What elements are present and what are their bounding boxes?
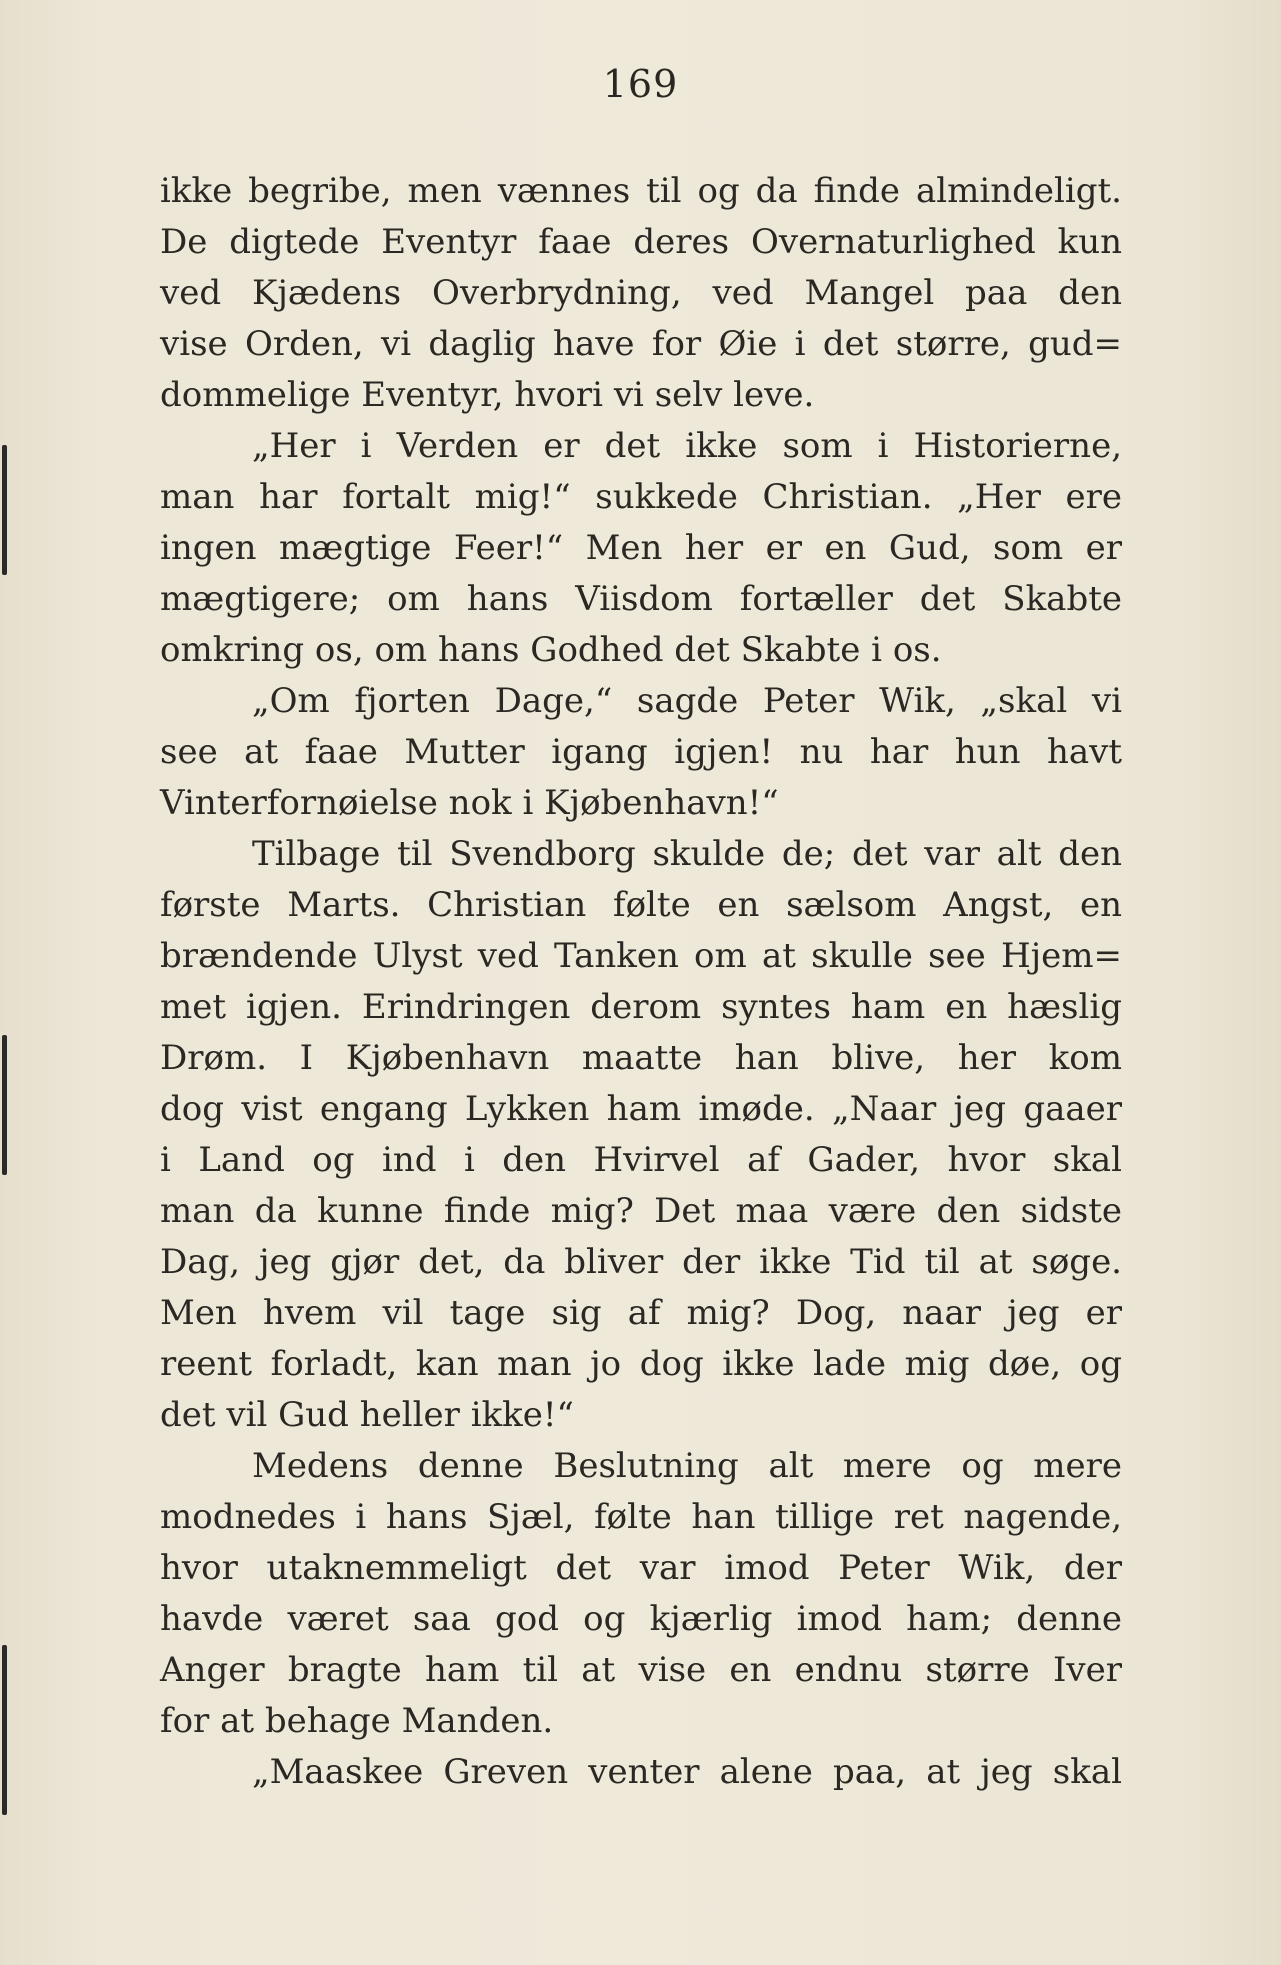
text-line: hvor utaknemmeligt det var imod Peter Wik, der <box>160 1548 1122 1588</box>
page-edge-mark <box>2 1035 7 1175</box>
text-line: Tilbage til Svendborg skulde de; det var alt den <box>252 834 1122 874</box>
text-line: det vil Gud heller ikke!“ <box>160 1395 574 1435</box>
text-line: met igjen. Erindringen derom syntes ham en hæslig <box>160 987 1122 1027</box>
text-line: ved Kjædens Overbrydning, ved Mangel paa den <box>160 273 1122 313</box>
page-edge-mark <box>2 445 7 575</box>
text-line: Vinterfornøielse nok i Kjøbenhavn!“ <box>160 783 779 823</box>
text-line: vise Orden, vi daglig have for Øie i det større, gud= <box>160 324 1122 364</box>
text-line: omkring os, om hans Godhed det Skabte i os. <box>160 630 942 670</box>
text-line: Anger bragte ham til at vise en endnu større Iver <box>160 1650 1122 1690</box>
text-line: dommelige Eventyr, hvori vi selv leve. <box>160 375 815 415</box>
text-line: man har fortalt mig!“ sukkede Christian. „Her ere <box>160 477 1122 517</box>
text-line: havde været saa god og kjærlig imod ham; denne <box>160 1599 1122 1639</box>
text-line: Men hvem vil tage sig af mig? Dog, naar jeg er <box>160 1293 1122 1333</box>
page-edge-mark <box>2 1645 7 1815</box>
text-line: ingen mægtige Feer!“ Men her er en Gud, som er <box>160 528 1122 568</box>
text-line: for at behage Manden. <box>160 1701 554 1741</box>
text-line: mægtigere; om hans Viisdom fortæller det Skabte <box>160 579 1122 619</box>
text-line: modnedes i hans Sjæl, følte han tillige ret nagende, <box>160 1497 1122 1537</box>
text-line: De digtede Eventyr faae deres Overnaturlighed kun <box>160 222 1122 262</box>
text-line: man da kunne finde mig? Det maa være den sidste <box>160 1191 1122 1231</box>
page-number: 169 <box>602 62 679 106</box>
text-line: ikke begribe, men vænnes til og da finde almindeligt. <box>160 171 1122 211</box>
text-line: dog vist engang Lykken ham imøde. „Naar jeg gaaer <box>160 1089 1122 1129</box>
text-line: Dag, jeg gjør det, da bliver der ikke Tid til at søge. <box>160 1242 1122 1282</box>
text-line: „Om fjorten Dage,“ sagde Peter Wik, „skal vi <box>252 681 1122 721</box>
text-line: i Land og ind i den Hvirvel af Gader, hvor skal <box>160 1140 1122 1180</box>
text-line: Drøm. I Kjøbenhavn maatte han blive, her kom <box>160 1038 1122 1078</box>
text-line: „Her i Verden er det ikke som i Historierne, <box>252 426 1122 466</box>
text-line: brændende Ulyst ved Tanken om at skulle see Hjem= <box>160 936 1122 976</box>
text-line: „Maaskee Greven venter alene paa, at jeg skal <box>252 1752 1122 1792</box>
text-line: see at faae Mutter igang igjen! nu har hun havt <box>160 732 1122 772</box>
text-line: Medens denne Beslutning alt mere og mere <box>252 1446 1122 1486</box>
text-line: reent forladt, kan man jo dog ikke lade mig døe, og <box>160 1344 1122 1384</box>
body-text <box>160 166 1122 1798</box>
text-line: første Marts. Christian følte en sælsom Angst, en <box>160 885 1122 925</box>
